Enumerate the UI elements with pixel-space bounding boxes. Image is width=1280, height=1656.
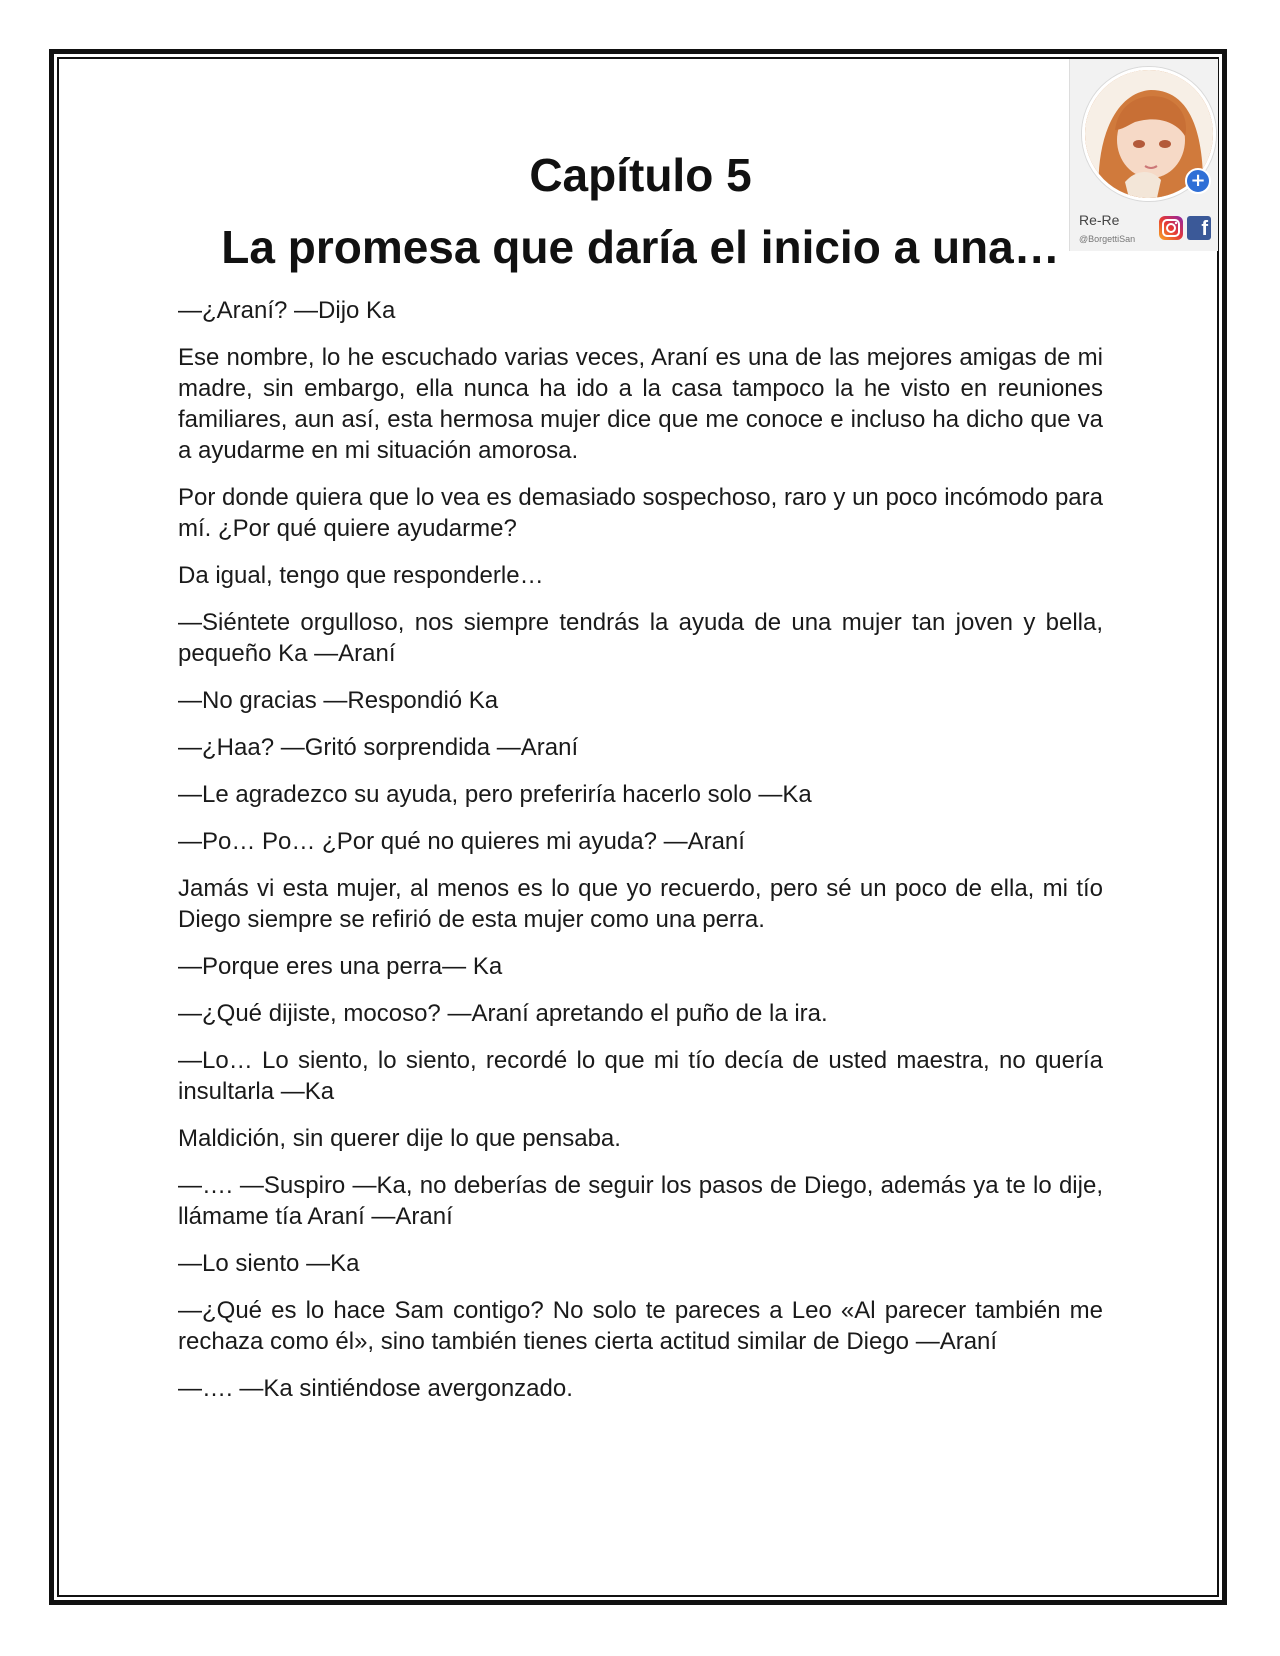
- instagram-glyph: [1159, 216, 1183, 240]
- paragraph: Ese nombre, lo he escuchado varias veces, Araní es una de las mejores amigas de mi madre, sin embargo, ella nunca ha ido a la casa tampoco la he visto en reuniones familiares, aun así, esta hermosa mujer dice que me conoce e incluso ha dicho que va a ayudarme en mi situación amorosa.: [178, 344, 1103, 464]
- profile-widget[interactable]: [1069, 59, 1218, 251]
- instagram-icon[interactable]: [1159, 216, 1183, 240]
- paragraph: —¿Qué es lo hace Sam contigo? No solo te pareces a Leo «Al parecer también me rechaza como él», sino también tienes cierta actitud similar de Diego —Araní: [178, 1297, 1103, 1355]
- paragraph: —¿Qué dijiste, mocoso? —Araní apretando el puño de la ira.: [178, 1000, 828, 1027]
- paragraph: Jamás vi esta mujer, al menos es lo que yo recuerdo, pero sé un poco de ella, mi tío Diego siempre se refirió de esta mujer como una perra.: [178, 875, 1103, 933]
- paragraph: —No gracias —Respondió Ka: [178, 687, 499, 714]
- paragraph: —…. —Ka sintiéndose avergonzado.: [178, 1375, 573, 1402]
- paragraph: Da igual, tengo que responderle…: [178, 562, 544, 589]
- paragraph: —Lo siento —Ka: [178, 1250, 360, 1277]
- paragraph: Por donde quiera que lo vea es demasiado sospechoso, raro y un poco incómodo para mí. ¿Por qué quiere ayudarme?: [178, 484, 1103, 542]
- paragraph: —¿Araní? —Dijo Ka: [178, 297, 396, 324]
- chapter-body: [178, 295, 1103, 1420]
- plus-icon[interactable]: +: [1185, 168, 1211, 194]
- paragraph: Maldición, sin querer dije lo que pensaba.: [178, 1125, 621, 1152]
- paragraph: —Lo… Lo siento, lo siento, recordé lo que mi tío decía de usted maestra, no quería insultarla —Ka: [178, 1047, 1103, 1105]
- profile-handle: @BorgettiSan: [1079, 234, 1136, 244]
- facebook-icon[interactable]: f: [1187, 216, 1211, 240]
- paragraph: —Siéntete orgulloso, nos siempre tendrás la ayuda de una mujer tan joven y bella, pequeño Ka —Araní: [178, 609, 1103, 667]
- profile-name: Re-Re: [1079, 212, 1120, 228]
- chapter-subtitle: La promesa que daría el inicio a una…: [221, 221, 1060, 273]
- paragraph: —Porque eres una perra— Ka: [178, 953, 503, 980]
- paragraph: —Le agradezco su ayuda, pero preferiría hacerlo solo —Ka: [178, 781, 812, 808]
- paragraph: —…. —Suspiro —Ka, no deberías de seguir los pasos de Diego, además ya te lo dije, llámame tía Araní —Araní: [178, 1172, 1103, 1230]
- paragraph: —¿Haa? —Gritó sorprendida —Araní: [178, 734, 579, 761]
- paragraph: —Po… Po… ¿Por qué no quieres mi ayuda? —Araní: [178, 828, 745, 855]
- chapter-number-title: Capítulo 5: [529, 149, 752, 201]
